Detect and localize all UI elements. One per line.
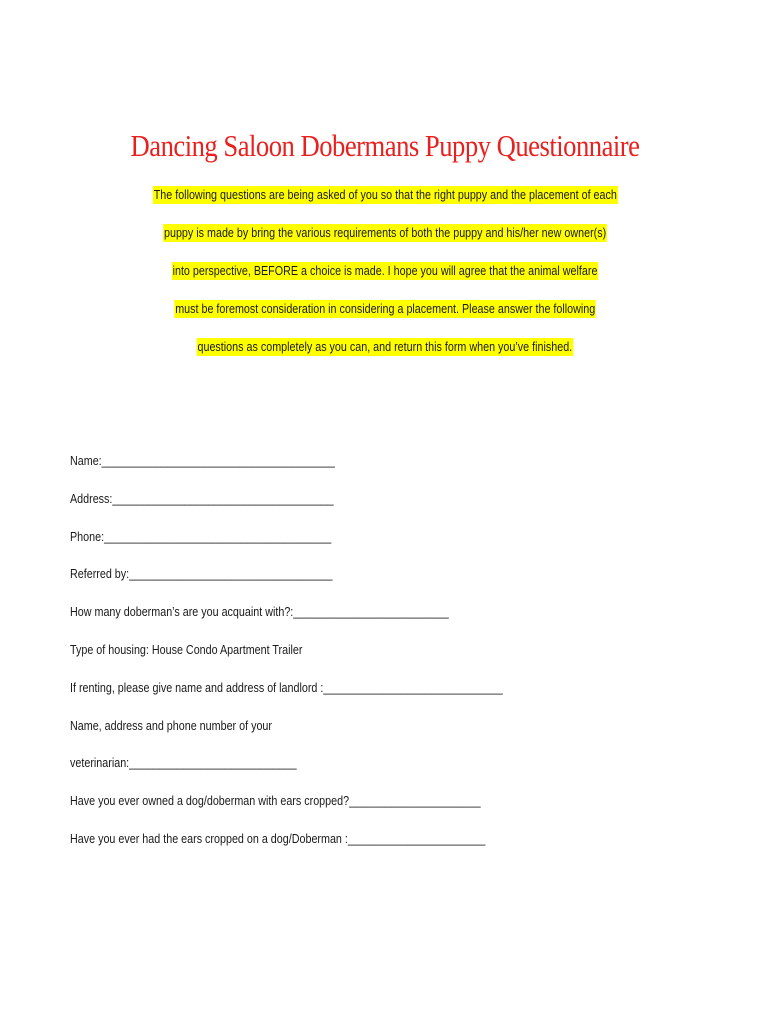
housing-type-field[interactable]: Type of housing: House Condo Apartment Trailer: [70, 642, 303, 657]
dobermans-acquainted-field[interactable]: How many doberman’s are you acquaint with?:__________________________: [70, 605, 449, 620]
intro-line: questions as completely as you can, and return this form when you’ve finished.: [197, 340, 573, 354]
ears-cropped-owned-field[interactable]: Have you ever owned a dog/doberman with ears cropped?______________________: [70, 794, 481, 809]
form-fields: [70, 452, 573, 868]
referred-by-field[interactable]: Referred by:__________________________________: [70, 567, 333, 582]
ears-cropped-done-field[interactable]: Have you ever had the ears cropped on a dog/Doberman :_______________________: [70, 831, 486, 846]
veterinarian-label: Name, address and phone number of your: [70, 718, 272, 733]
phone-field[interactable]: Phone:______________________________________: [70, 529, 332, 544]
intro-paragraph: [0, 186, 770, 376]
veterinarian-field[interactable]: veterinarian:____________________________: [70, 756, 297, 771]
intro-line: must be foremost consideration in considering a placement. Please answer the following: [174, 302, 596, 316]
intro-line: into perspective, BEFORE a choice is made. I hope you will agree that the animal welfare: [172, 264, 598, 278]
landlord-field[interactable]: If renting, please give name and address of landlord :______________________________: [70, 680, 503, 695]
page-title: Dancing Saloon Dobermans Puppy Questionnaire: [130, 128, 640, 163]
name-field[interactable]: Name:_______________________________________: [70, 454, 335, 468]
intro-line: puppy is made by bring the various requirements of both the puppy and his/her new owner(s): [163, 226, 607, 240]
intro-line: The following questions are being asked of you so that the right puppy and the placement of each: [153, 188, 617, 202]
address-field[interactable]: Address:_____________________________________: [70, 491, 334, 506]
